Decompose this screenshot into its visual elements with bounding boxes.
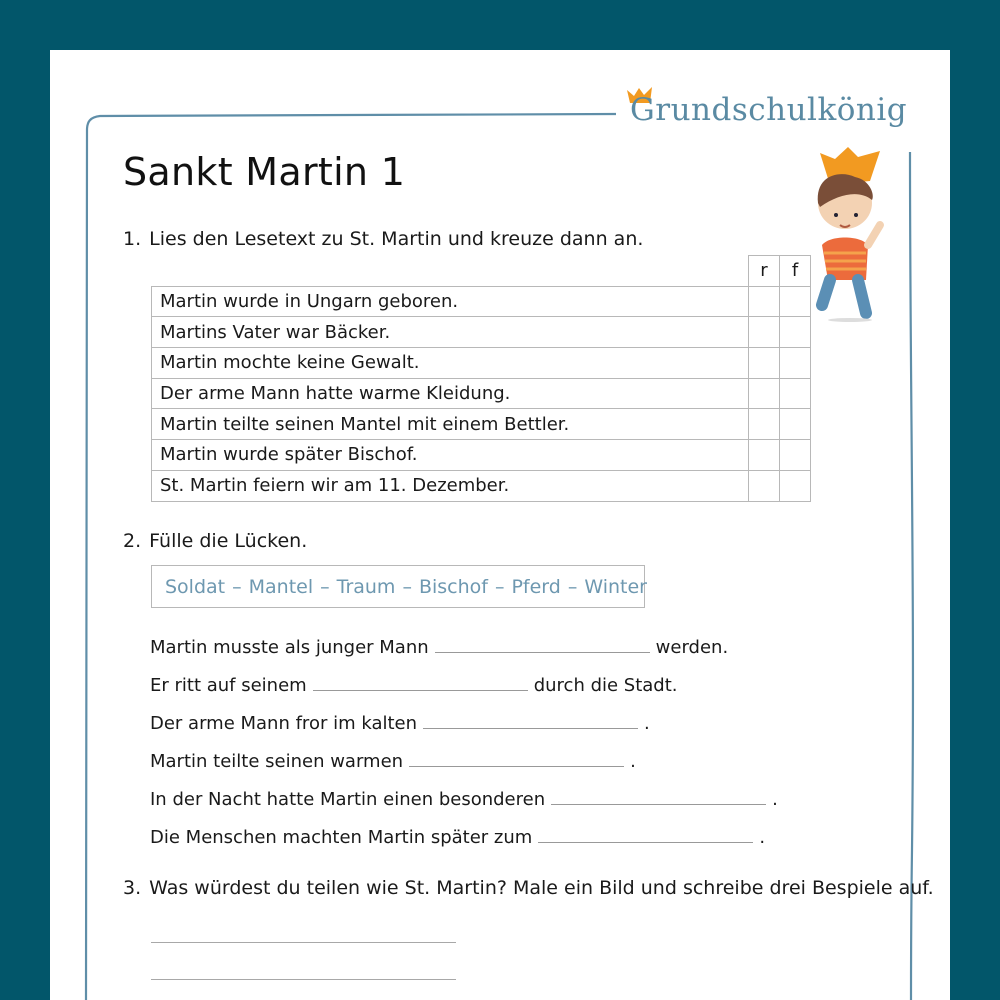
sentence-text: . [772, 789, 778, 810]
task2-number: 2. [123, 530, 142, 552]
table-row [152, 378, 811, 409]
sentence-text: . [630, 751, 636, 772]
checkbox-falsch[interactable] [780, 470, 811, 501]
fill-in-blank[interactable] [551, 803, 766, 805]
fill-in-blank[interactable] [313, 689, 528, 691]
word-separator: – [402, 575, 412, 598]
checkbox-falsch[interactable] [780, 317, 811, 348]
checkbox-richtig[interactable] [749, 348, 780, 379]
statement: Martin wurde später Bischof. [152, 440, 749, 471]
word-bank-item: Mantel [248, 575, 314, 598]
statement: Martin teilte seinen Mantel mit einem Bettler. [152, 409, 749, 440]
sentence-text: werden. [655, 637, 729, 658]
word-separator: – [232, 575, 242, 598]
statement: Martin wurde in Ungarn geboren. [152, 286, 749, 317]
task3-instruction: Was würdest du teilen wie St. Martin? Male ein Bild und schreibe drei Bespiele auf. [149, 877, 934, 899]
task2-heading [123, 530, 307, 552]
table-row [152, 286, 811, 317]
task1-heading [123, 228, 643, 250]
gap-sentence [150, 751, 636, 772]
sentence-text: Martin musste als junger Mann [150, 637, 429, 658]
brand-logo: Grundschulkönig [630, 92, 908, 128]
statement: Der arme Mann hatte warme Kleidung. [152, 378, 749, 409]
statement: Martins Vater war Bäcker. [152, 317, 749, 348]
sentence-text: durch die Stadt. [533, 675, 678, 696]
task3-heading [123, 877, 934, 899]
fill-in-blank[interactable] [538, 841, 753, 843]
sentence-text: . [644, 713, 650, 734]
table-row [152, 409, 811, 440]
page-title: Sankt Martin 1 [123, 150, 406, 194]
gap-sentence [150, 789, 778, 810]
checkbox-richtig[interactable] [749, 440, 780, 471]
fill-in-blank[interactable] [409, 765, 624, 767]
word-separator: – [494, 575, 505, 598]
checkbox-falsch[interactable] [780, 348, 811, 379]
table-row [152, 470, 811, 501]
checkbox-falsch[interactable] [780, 378, 811, 409]
checkbox-richtig[interactable] [749, 286, 780, 317]
statement: Martin mochte keine Gewalt. [152, 348, 749, 379]
word-bank-item: Pferd [511, 575, 561, 598]
task1-number: 1. [123, 228, 142, 250]
task3-number: 3. [123, 877, 142, 899]
sentence-text: . [759, 827, 766, 848]
statement: St. Martin feiern wir am 11. Dezember. [152, 470, 749, 501]
sentence-text: In der Nacht hatte Martin einen besonderen [150, 789, 546, 810]
word-bank [151, 565, 645, 608]
gap-sentence [150, 827, 765, 848]
word-bank-item: Winter [584, 575, 647, 598]
word-separator: – [320, 575, 330, 598]
checkbox-falsch[interactable] [780, 286, 811, 317]
checkbox-falsch[interactable] [780, 409, 811, 440]
checkbox-falsch[interactable] [780, 440, 811, 471]
table-row [152, 348, 811, 379]
fill-in-blank[interactable] [423, 727, 638, 729]
column-header-falsch: f [780, 256, 811, 287]
fill-in-blank[interactable] [435, 651, 650, 653]
task2-instruction: Fülle die Lücken. [149, 530, 308, 552]
column-header-richtig: r [749, 256, 780, 287]
checkbox-richtig[interactable] [749, 317, 780, 348]
word-bank-item: Traum [336, 575, 396, 598]
answer-line[interactable] [151, 979, 456, 980]
sentence-text: Die Menschen machten Martin später zum [150, 827, 533, 848]
task1-instruction: Lies den Lesetext zu St. Martin und kreuze dann an. [149, 228, 644, 250]
word-bank-item: Soldat [165, 575, 226, 598]
sentence-text: Der arme Mann fror im kalten [150, 713, 418, 734]
boy-illustration-icon [800, 145, 890, 325]
sentence-text: Martin teilte seinen warmen [150, 751, 404, 772]
true-false-table [151, 255, 811, 502]
word-separator: – [567, 575, 578, 598]
table-row [152, 317, 811, 348]
table-row [152, 440, 811, 471]
gap-sentence [150, 675, 678, 696]
answer-line[interactable] [151, 942, 456, 943]
gap-sentence [150, 637, 728, 658]
checkbox-richtig[interactable] [749, 378, 780, 409]
sentence-text: Er ritt auf seinem [150, 675, 307, 696]
checkbox-richtig[interactable] [749, 470, 780, 501]
gap-sentence [150, 713, 650, 734]
checkbox-richtig[interactable] [749, 409, 780, 440]
word-bank-item: Bischof [418, 575, 488, 598]
